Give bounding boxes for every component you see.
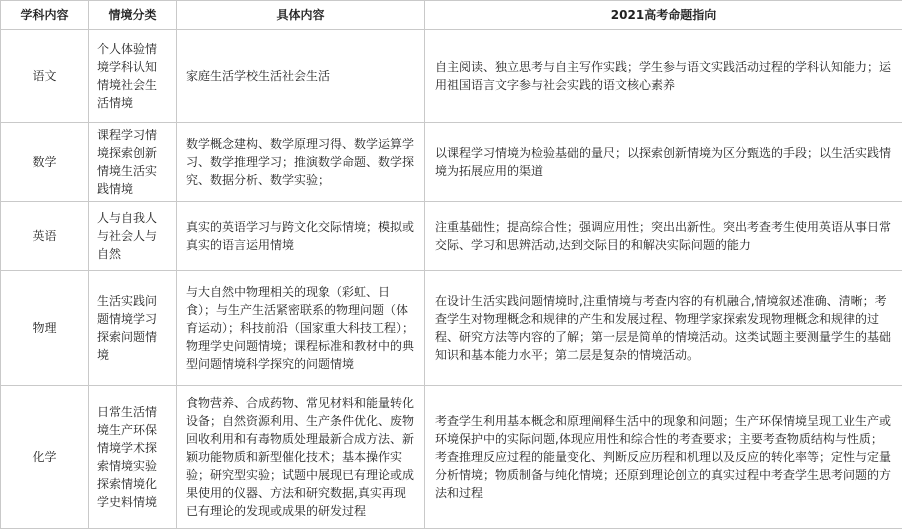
scene-cell: 生活实践问题情境学习探索问题情境 — [89, 271, 177, 386]
table-row — [1, 123, 902, 202]
subject-cell: 化学 — [1, 386, 89, 529]
scene-cell: 人与自我人与社会人与自然 — [89, 202, 177, 271]
direction-cell: 考查学生利用基本概念和原理阐释生活中的现象和问题；生产环保情境呈现工业生产或环境保护中的实际问题,体现应用性和综合性的考查要求；主要考查物质结构与性质；考查推理反应过程的能量变化、判断反应历程和机理以及反应的转化率等；定性与定量分析情境；物质制备与纯化情境；还原到理论创立的真实过程中考查学生思考问题的方法和过程 — [425, 386, 902, 529]
table-row — [1, 30, 902, 123]
scene-cell: 课程学习情境探索创新情境生活实践情境 — [89, 123, 177, 202]
direction-cell: 注重基础性；提高综合性；强调应用性；突出出新性。突出考查考生使用英语从事日常交际、学习和思辨活动,达到交际目的和解决实际问题的能力 — [425, 202, 902, 271]
direction-cell: 以课程学习情境为检验基础的量尺；以探索创新情境为区分甄选的手段；以生活实践情境为拓展应用的渠道 — [425, 123, 902, 202]
table-row — [1, 271, 902, 386]
header-scene-category: 情境分类 — [89, 1, 177, 30]
content-cell: 与大自然中物理相关的现象（彩虹、日食）；与生产生活紧密联系的物理问题（体育运动）；科技前沿（国家重大科技工程）；物理学史问题情境；课程标准和教材中的典型问题情境科学探究的问题情境 — [177, 271, 425, 386]
header-row — [1, 1, 902, 30]
content-cell: 真实的英语学习与跨文化交际情境；模拟或真实的语言运用情境 — [177, 202, 425, 271]
table-row — [1, 202, 902, 271]
scene-cell: 个人体验情境学科认知情境社会生活情境 — [89, 30, 177, 123]
direction-cell: 在设计生活实践问题情境时,注重情境与考查内容的有机融合,情境叙述准确、清晰；考查学生对物理概念和规律的产生和发展过程、物理学家探索发现物理概念和规律的过程、研究方法等内容的了解；第一层是简单的情境活动。这类试题主要测量学生的基础知识和基本能力水平；第二层是复杂的情境活动。 — [425, 271, 902, 386]
direction-cell: 自主阅读、独立思考与自主写作实践；学生参与语文实践活动过程的学科认知能力；运用祖国语言文字参与社会实践的语文核心素养 — [425, 30, 902, 123]
content-cell: 食物营养、合成药物、常见材料和能量转化设备；自然资源利用、生产条件优化、废物回收利用和有毒物质处理最新合成方法、新颖功能物质和新型催化技术；基本操作实验；研究型实验；试题中展现已有理论或成果使用的仪器、方法和研究数据,真实再现已有理论的发现或成果的研发过程 — [177, 386, 425, 529]
subject-cell: 语文 — [1, 30, 89, 123]
content-cell: 家庭生活学校生活社会生活 — [177, 30, 425, 123]
header-subject: 学科内容 — [1, 1, 89, 30]
scene-cell: 日常生活情境生产环保情境学术探索情境实验探索情境化学史料情境 — [89, 386, 177, 529]
subject-cell: 数学 — [1, 123, 89, 202]
content-cell: 数学概念建构、数学原理习得、数学运算学习、数学推理学习；推演数学命题、数学探究、数据分析、数学实验； — [177, 123, 425, 202]
subject-cell: 物理 — [1, 271, 89, 386]
header-exam-direction: 2021高考命题指向 — [425, 1, 902, 30]
header-specific-content: 具体内容 — [177, 1, 425, 30]
table-row — [1, 386, 902, 529]
subject-cell: 英语 — [1, 202, 89, 271]
